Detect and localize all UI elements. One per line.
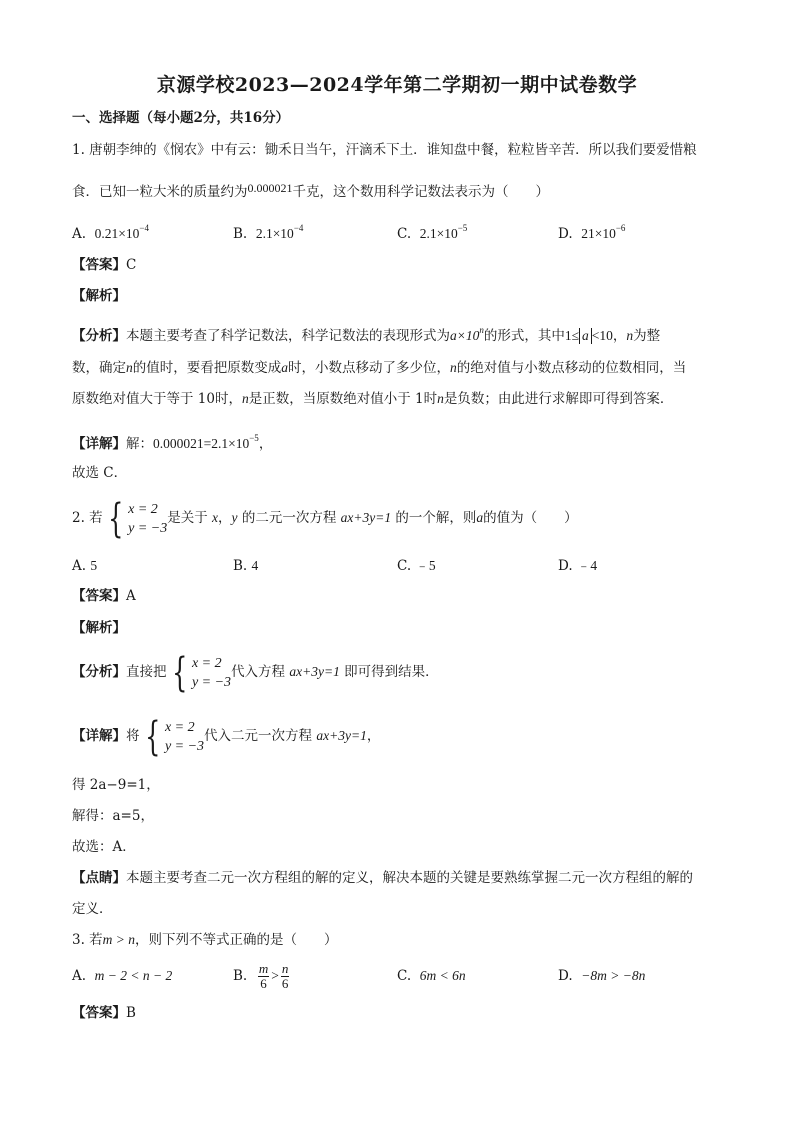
q1-choose: 故选 C． bbox=[72, 465, 128, 481]
q1-analysis-label: 【解析】 bbox=[72, 288, 126, 304]
q1-fenxi-line2: 数，确定n的值时，要看把原数变成a时，小数点移动了多少位，n的绝对值与小数点移动的位数相同，当 bbox=[72, 360, 687, 376]
section-heading: 一、选择题（每小题2分，共16分） bbox=[72, 110, 290, 126]
q3-option-c: C. 6m < 6n bbox=[397, 968, 466, 984]
q1-stem-line1: 1. 唐朝李绅的《悯农》中有云：锄禾日当午，汗滴禾下土．谁知盘中餐，粒粒皆辛苦．所以我们要爱惜粮 bbox=[72, 142, 697, 158]
q1-option-b: B. $2.1\times 10^{-4}$ bbox=[233, 223, 304, 242]
page-title: 京源学校2023—2024学年第二学期初一期中试卷数学 bbox=[156, 74, 638, 96]
q2-answer: 【答案】A bbox=[72, 588, 136, 604]
q2-step2: 解得：a=5， bbox=[72, 808, 154, 824]
q1-option-a: A. $0.21\times 10^{-4}$ bbox=[72, 223, 149, 242]
q1-option-c: C. $2.1\times 10^{-5}$ bbox=[397, 223, 468, 242]
q2-detail: 【详解】将 { x = 2 y = −3 代入二元一次方程 ax+3y=1， bbox=[72, 713, 381, 760]
q1-answer: 【答案】C bbox=[72, 257, 137, 273]
q2-fenxi: 【分析】直接把 { x = 2 y = −3 代入方程 ax+3y=1 即可得到结果． bbox=[72, 649, 439, 696]
q3-option-a: A. m − 2 < n − 2 bbox=[72, 968, 173, 984]
q3-stem: 3. 若m > n，则下列不等式正确的是（ ） bbox=[72, 932, 338, 948]
q3-option-b: B. $\frac{m}{6}$ > $\frac{n}{6}$ bbox=[233, 961, 289, 991]
q2-option-a: A. 5 bbox=[72, 558, 98, 574]
q1-fenxi-line3: 原数绝对值大于等于 10时，n是正数，当原数绝对值小于 1时n是负数；由此进行求解即可得到答案． bbox=[72, 391, 674, 407]
q2-equation-system: { x = 2 y = −3 bbox=[107, 495, 168, 542]
q2-dianjing-line1: 【点睛】本题主要考查二元一次方程组的解的定义，解决本题的关键是要熟练掌握二元一次方程组的解的 bbox=[72, 870, 693, 886]
q1-stem-line2: 食．已知一粒大米的质量约为0.000021千克，这个数用科学记数法表示为（ ） bbox=[72, 181, 549, 200]
q2-dianjing-line2: 定义． bbox=[72, 901, 113, 917]
q3-answer: 【答案】B bbox=[72, 1005, 136, 1021]
q1-fenxi-line1: 【分析】本题主要考查了科学记数法，科学记数法的表现形式为$a\times 10^n$的形式，其中1≤ a <10，n为整 bbox=[72, 325, 661, 344]
q1-mass-value: 0.000021 bbox=[247, 181, 293, 195]
q2-step1: 得 2a−9=1， bbox=[72, 777, 160, 793]
q1-detail: 【详解】解：$0.000021=2.1\times 10^{-5}$， bbox=[72, 433, 273, 452]
q3-option-d: D. −8m > −8n bbox=[558, 968, 646, 984]
q1-option-d: D. $21\times 10^{-6}$ bbox=[558, 223, 626, 242]
q2-option-c: C. ﹣5 bbox=[397, 558, 436, 574]
q2-analysis-label: 【解析】 bbox=[72, 620, 126, 636]
q2-option-d: D. ﹣4 bbox=[558, 558, 598, 574]
q2-stem: 2. 若 { x = 2 y = −3 是关于 x，y 的二元一次方程 ax+3y=1 的一个解，则a的值为（ ） bbox=[72, 495, 578, 542]
q2-option-b: B. 4 bbox=[233, 558, 259, 574]
q2-step3: 故选：A． bbox=[72, 839, 136, 855]
